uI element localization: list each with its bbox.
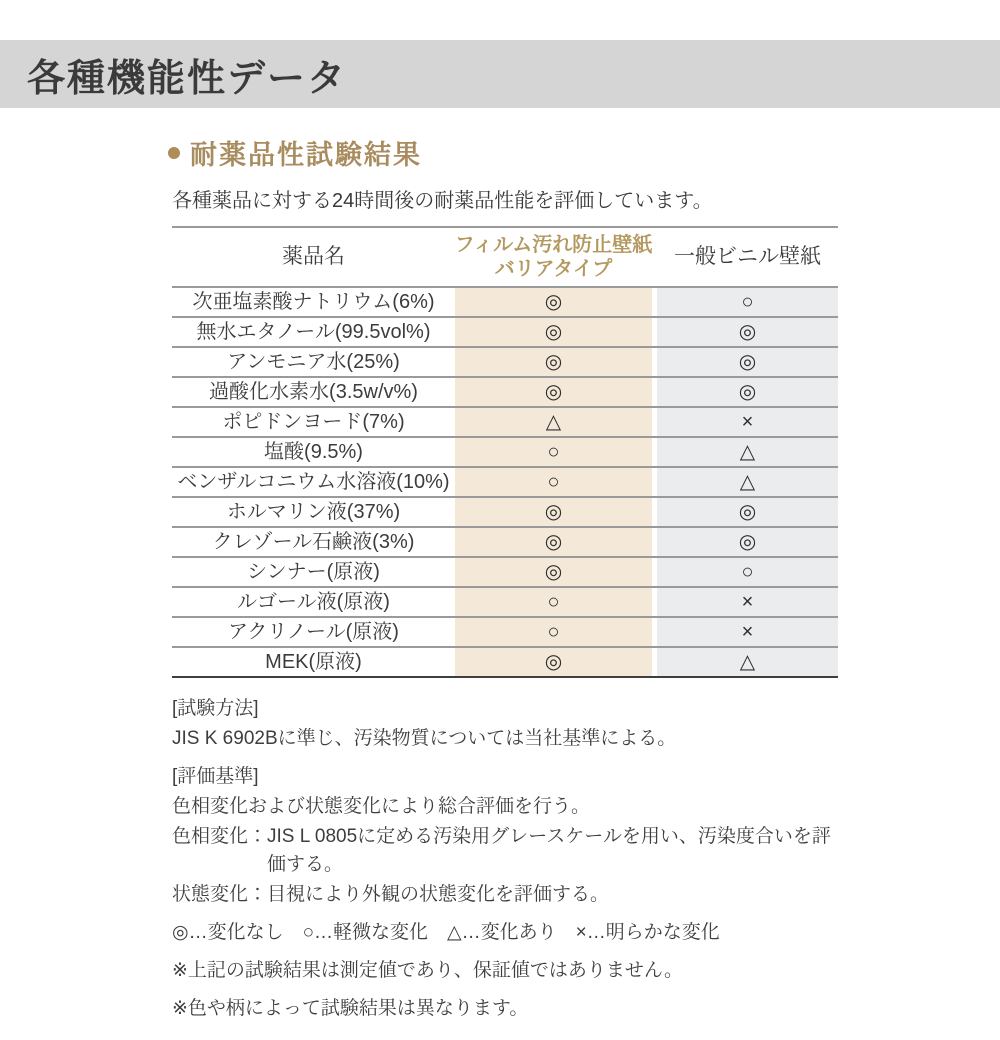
hue-change-text: JIS L 0805に定める汚染用グレースケールを用い、汚染度合いを評価する。 (267, 826, 831, 875)
section-header (168, 133, 843, 172)
symbol-legend: ◎…変化なし ○…軽微な変化 △…変化あり ×…明らかな変化 (172, 922, 720, 943)
hue-change-definition (172, 823, 843, 879)
table-row: ベンザルコニウム水溶液(10%) ○ △ (172, 468, 838, 498)
table-row: アクリノール(原液) ○ × (172, 618, 838, 648)
table-row: 過酸化水素水(3.5w/v%) ◎ ◎ (172, 378, 838, 408)
column-header-chemical: 薬品名 (282, 245, 345, 268)
criteria-text: 色相変化および状態変化により総合評価を行う。 (172, 796, 591, 817)
table-row: シンナー(原液) ◎ ○ (172, 558, 838, 588)
ring-bullet-icon (168, 147, 180, 159)
test-method-text: JIS K 6902Bに準じ、汚染物質については当社基準による。 (172, 728, 677, 749)
table-row: MEK(原液) ◎ △ (172, 648, 838, 678)
table-row: アンモニア水(25%) ◎ ◎ (172, 348, 838, 378)
table-row: 無水エタノール(99.5vol%) ◎ ◎ (172, 318, 838, 348)
state-change-text: 目視により外観の状態変化を評価する。 (267, 884, 610, 905)
column-header-barrier-product: フィルム汚れ防止壁紙 バリアタイプ (454, 234, 653, 280)
chemical-resistance-table (172, 226, 838, 678)
table-row: ルゴール液(原液) ○ × (172, 588, 838, 618)
disclaimer-note-2: ※色や柄によって試験結果は異なります。 (172, 998, 529, 1019)
section-title: 耐薬品性試験結果 (190, 140, 422, 170)
disclaimer-note-1: ※上記の試験結果は測定値であり、保証値ではありません。 (172, 960, 684, 981)
column-header-vinyl: 一般ビニル壁紙 (674, 245, 821, 268)
table-row: 塩酸(9.5%) ○ △ (172, 438, 838, 468)
hue-change-label: 色相変化： (172, 826, 268, 847)
footnotes (168, 695, 843, 1023)
page-header-bar (0, 40, 1000, 108)
state-change-label: 状態変化： (172, 884, 268, 905)
table-header-row (172, 228, 838, 288)
main-content (168, 133, 843, 1023)
criteria-label: [評価基準] (172, 766, 259, 787)
table-row: ポピドンヨード(7%) △ × (172, 408, 838, 438)
table-row: 次亜塩素酸ナトリウム(6%) ◎ ○ (172, 288, 838, 318)
state-change-definition (172, 881, 843, 909)
test-method-label: [試験方法] (172, 698, 259, 719)
table-row: ホルマリン液(37%) ◎ ◎ (172, 498, 838, 528)
section-subtitle: 各種薬品に対する24時間後の耐薬品性能を評価しています。 (172, 190, 713, 212)
table-row: クレゾール石鹸液(3%) ◎ ◎ (172, 528, 838, 558)
page-title: 各種機能性データ (27, 57, 348, 100)
